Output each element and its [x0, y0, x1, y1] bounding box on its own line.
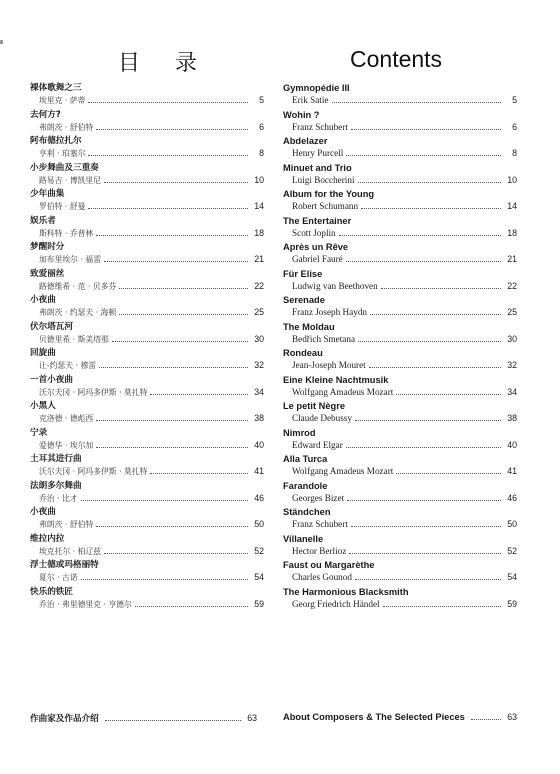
toc-entry-title: Nimrod	[283, 427, 316, 438]
toc-entry-line	[283, 200, 517, 213]
toc-entry[interactable]	[283, 294, 517, 321]
toc-page-number: 63	[247, 713, 257, 723]
toc-composer-name: Franz Schubert	[292, 519, 348, 529]
toc-page-number: 38	[254, 413, 264, 423]
toc-entry-line	[283, 306, 517, 319]
dot-leader	[346, 447, 501, 448]
toc-entry-title: 宁录	[30, 427, 48, 438]
toc-entry[interactable]	[283, 162, 517, 189]
toc-entry[interactable]	[30, 135, 264, 162]
toc-entry[interactable]	[30, 347, 264, 374]
toc-entry-line	[30, 306, 264, 319]
toc-page-number: 54	[507, 572, 517, 582]
toc-page-number: 22	[254, 280, 264, 291]
dot-leader	[471, 719, 501, 720]
toc-composer-name: Erik Satie	[292, 95, 329, 105]
dot-leader	[370, 314, 501, 315]
toc-entry-line	[30, 518, 264, 531]
toc-entry[interactable]	[283, 400, 517, 427]
toc-entry-title: 回旋曲	[30, 348, 56, 358]
toc-page-number: 59	[507, 598, 517, 609]
toc-page-number: 8	[512, 148, 517, 158]
toc-entry-title: Alla Turca	[283, 454, 328, 464]
toc-composer-name: 乔治 · 比才	[39, 493, 78, 503]
toc-page-number: 10	[507, 174, 517, 185]
dot-leader	[104, 553, 248, 554]
toc-composer-name: 沃尔夫冈 · 阿玛多伊斯 · 莫扎特	[39, 467, 148, 476]
toc-entry-line	[30, 492, 264, 505]
toc-entry[interactable]	[30, 586, 264, 613]
toc-entry-title: 法朗多尔舞曲	[30, 480, 82, 491]
contents-title-chinese: 目 录	[118, 51, 211, 76]
toc-entry-line	[30, 359, 264, 372]
toc-page-number: 32	[507, 360, 517, 370]
toc-composer-name: 埃里克 · 萨蒂	[39, 96, 86, 105]
dot-leader	[150, 394, 248, 395]
toc-page-number: 18	[507, 227, 517, 238]
toc-composer-name: 埃克托尔 · 柏辽兹	[39, 546, 102, 556]
toc-entry-title: Après un Rêve	[283, 242, 349, 252]
toc-composer-name: Jean-Joseph Mouret	[292, 360, 366, 370]
toc-entry-title: 快乐的铁匠	[30, 586, 73, 597]
toc-composer-name: 夏尔 · 古诺	[39, 573, 78, 582]
toc-entry-line	[283, 94, 517, 107]
toc-entry[interactable]	[30, 453, 264, 480]
toc-entry-line	[30, 412, 264, 425]
toc-entry-line	[283, 147, 517, 160]
toc-entry-line	[30, 333, 264, 346]
toc-entry[interactable]	[283, 533, 517, 560]
toc-entry[interactable]	[30, 427, 264, 454]
toc-entry-title: The Harmonious Blacksmith	[283, 586, 409, 597]
toc-page-number: 50	[507, 519, 517, 529]
toc-entry[interactable]	[283, 82, 517, 109]
dot-leader	[96, 235, 248, 236]
toc-entry-line	[283, 227, 517, 240]
toc-entry-line	[30, 94, 264, 107]
toc-entry-title: Minuet and Trio	[283, 162, 352, 173]
toc-entry-title: 去何方?	[30, 109, 61, 120]
dot-leader	[81, 579, 248, 580]
toc-entry-title: 作曲家及作品介绍	[30, 714, 99, 724]
toc-composer-name: 弗朗茨 · 舒伯特	[39, 520, 94, 529]
toc-composer-name: 沃尔夫冈 · 阿玛多伊斯 · 莫扎特	[39, 387, 148, 397]
toc-entry[interactable]	[30, 268, 264, 295]
toc-entry[interactable]	[283, 480, 517, 507]
toc-entry-title: Villanelle	[283, 533, 324, 544]
toc-composer-name: 弗朗茨 · 约瑟夫 · 海顿	[39, 308, 117, 317]
toc-entry[interactable]	[30, 533, 264, 560]
toc-entry-line	[283, 121, 517, 134]
toc-entry-line	[283, 439, 517, 452]
toc-page-number: 50	[254, 519, 264, 529]
toc-entry[interactable]	[283, 109, 517, 136]
toc-entry[interactable]	[30, 82, 264, 109]
toc-entry-line	[283, 492, 517, 505]
dot-leader	[96, 447, 248, 448]
toc-composer-name: Luigi Boccherini	[292, 174, 355, 185]
toc-composer-name: 路易吉 · 博凯里尼	[39, 175, 102, 185]
dot-leader	[396, 473, 501, 474]
toc-entry-line	[283, 386, 517, 399]
toc-entry-title: The Entertainer	[283, 215, 352, 226]
dot-leader	[88, 208, 248, 209]
toc-page-number: 6	[259, 121, 264, 132]
toc-page-number: 34	[254, 386, 264, 397]
toc-entry[interactable]	[30, 480, 264, 507]
toc-entry-title: Le petit Nègre	[283, 401, 345, 411]
toc-entry-title: 土耳其进行曲	[30, 454, 82, 464]
dot-leader	[355, 420, 501, 421]
dot-leader	[88, 102, 248, 103]
dot-leader	[112, 341, 248, 342]
dot-leader	[349, 553, 501, 554]
toc-entry[interactable]	[283, 135, 517, 162]
toc-entry-title: Abdelazer	[283, 136, 328, 146]
toc-page-number: 5	[512, 95, 517, 105]
toc-page-number: 10	[254, 174, 264, 185]
dot-leader	[96, 129, 248, 130]
toc-entry-title: 娱乐者	[30, 215, 56, 226]
toc-page-number: 14	[254, 201, 264, 211]
toc-page-number: 46	[507, 492, 517, 503]
contents-list-chinese	[30, 82, 264, 612]
toc-page-number: 52	[507, 545, 517, 556]
toc-entry[interactable]	[30, 215, 264, 242]
toc-page-number: 18	[254, 227, 264, 238]
toc-entry-title: Für Elise	[283, 268, 323, 279]
dot-leader	[346, 155, 501, 156]
toc-entry-title: 小夜曲	[30, 507, 56, 517]
toc-entry-line	[283, 412, 517, 425]
toc-entry-line	[30, 121, 264, 134]
toc-page-number: 52	[254, 545, 264, 556]
toc-entry[interactable]	[283, 188, 517, 215]
toc-entry[interactable]	[30, 400, 264, 427]
toc-entry-line	[283, 174, 517, 187]
toc-entry-line	[30, 253, 264, 266]
dot-leader	[381, 288, 501, 289]
toc-entry-line	[30, 280, 264, 293]
contents-title-english: Contents	[350, 46, 443, 72]
toc-page-number: 41	[507, 466, 517, 476]
toc-entry-title: 伏尔塔瓦河	[30, 321, 73, 332]
toc-page-number: 46	[254, 492, 264, 503]
toc-entry[interactable]	[30, 374, 264, 401]
toc-page-number: 30	[507, 333, 517, 344]
toc-page-number: 5	[259, 95, 264, 105]
toc-entry[interactable]	[283, 347, 517, 374]
dot-leader	[351, 129, 501, 130]
dot-leader	[104, 182, 248, 183]
toc-entry-title: Wohin ?	[283, 109, 320, 120]
dot-leader	[396, 394, 501, 395]
toc-page-number: 21	[507, 254, 517, 264]
dot-leader	[355, 579, 501, 580]
toc-page-number: 6	[512, 121, 517, 132]
toc-page-number: 14	[507, 201, 517, 211]
edge-mark	[0, 40, 3, 44]
dot-leader	[81, 500, 248, 501]
dot-leader	[119, 314, 248, 315]
toc-entry-line	[283, 545, 517, 558]
toc-entry-line	[283, 518, 517, 531]
toc-entry-line	[30, 571, 264, 584]
toc-entry[interactable]	[30, 162, 264, 189]
toc-page-number: 41	[254, 466, 264, 476]
toc-composer-name: Henry Purcell	[292, 148, 344, 158]
toc-entry-line	[30, 598, 264, 611]
toc-entry-composer-notes-chinese[interactable]	[30, 712, 257, 724]
toc-entry-title: 梦醒时分	[30, 242, 65, 252]
toc-composer-name: Edward Elgar	[292, 439, 343, 450]
toc-composer-name: 亨利 · 珀塞尔	[39, 149, 86, 158]
dot-leader	[99, 367, 248, 368]
toc-entry-line	[30, 439, 264, 452]
dot-leader	[96, 526, 248, 527]
dot-leader	[351, 526, 501, 527]
toc-entry-title: 少年曲集	[30, 189, 65, 199]
toc-composer-name: 路德维希 · 范 · 贝多芬	[39, 281, 117, 291]
toc-page-number: 63	[507, 712, 517, 722]
toc-page-number: 54	[254, 572, 264, 582]
toc-entry[interactable]	[283, 506, 517, 533]
toc-composer-name: 让-约瑟夫 · 穆雷	[39, 361, 97, 370]
toc-entry-title: Faust ou Margarèthe	[283, 560, 375, 570]
toc-entry-line	[283, 333, 517, 346]
toc-entry-title: Rondeau	[283, 348, 323, 358]
toc-entry[interactable]	[30, 241, 264, 268]
toc-composer-name: Claude Debussy	[292, 413, 352, 423]
toc-page-number: 30	[254, 333, 264, 344]
toc-entry[interactable]	[30, 506, 264, 533]
toc-entry-title: Serenade	[283, 295, 325, 305]
toc-entry-line	[283, 598, 517, 611]
dot-leader	[105, 720, 241, 721]
toc-page-number: 40	[254, 439, 264, 450]
toc-entry[interactable]	[283, 427, 517, 454]
toc-composer-name: 加布里埃尔 · 福雷	[39, 255, 102, 264]
toc-composer-name: Wolfgang Amadeus Mozart	[292, 386, 394, 397]
dot-leader	[332, 102, 502, 103]
toc-entry-title: 浮士德或玛格丽特	[30, 560, 99, 570]
toc-entry-title: 小黑人	[30, 401, 56, 411]
dot-leader	[119, 288, 248, 289]
toc-entry-title: Gymnopédie III	[283, 83, 350, 93]
toc-entry[interactable]	[283, 268, 517, 295]
toc-composer-name: Charles Gounod	[292, 572, 352, 582]
dot-leader	[347, 500, 501, 501]
toc-entry[interactable]	[30, 559, 264, 586]
toc-entry-line	[283, 465, 517, 478]
toc-composer-name: Gabriel Fauré	[292, 254, 343, 264]
toc-composer-name: 罗伯特 · 舒曼	[39, 202, 86, 211]
toc-composer-name: Franz Schubert	[292, 121, 348, 132]
toc-entry-title: 小夜曲	[30, 295, 56, 305]
toc-page-number: 38	[507, 413, 517, 423]
toc-composer-name: Hector Berlioz	[292, 545, 347, 556]
toc-entry[interactable]	[283, 241, 517, 268]
toc-page-number: 40	[507, 439, 517, 450]
toc-composer-name: Scott Joplin	[292, 227, 336, 238]
toc-entry[interactable]	[30, 109, 264, 136]
dot-leader	[358, 341, 501, 342]
dot-leader	[104, 261, 248, 262]
toc-composer-name: Ludwig van Beethoven	[292, 280, 378, 291]
toc-entry-composer-notes-english[interactable]	[283, 712, 517, 723]
toc-page-number: 21	[254, 254, 264, 264]
dot-leader	[346, 261, 501, 262]
toc-composer-name: 克洛德 · 德彪西	[39, 414, 94, 423]
toc-composer-name: 爱德华 · 埃尔加	[39, 440, 94, 450]
toc-entry-line	[283, 359, 517, 372]
toc-entry[interactable]	[283, 586, 517, 613]
toc-page-number: 59	[254, 598, 264, 609]
toc-composer-name: 弗朗茨 · 舒伯特	[39, 122, 94, 132]
toc-entry-title: Album for the Young	[283, 189, 375, 199]
toc-entry-title: The Moldau	[283, 321, 335, 332]
toc-page-number: 25	[507, 307, 517, 317]
dot-leader	[88, 155, 248, 156]
toc-entry-line	[30, 200, 264, 213]
toc-page-number: 32	[254, 360, 264, 370]
toc-entry[interactable]	[283, 453, 517, 480]
toc-entry[interactable]	[283, 374, 517, 401]
toc-composer-name: Georges Bizet	[292, 492, 345, 503]
contents-list-english	[283, 82, 517, 612]
toc-entry-line	[30, 147, 264, 160]
toc-entry[interactable]	[283, 215, 517, 242]
toc-entry-title: 裸体歌舞之三	[30, 83, 82, 93]
toc-entry[interactable]	[283, 559, 517, 586]
toc-entry[interactable]	[30, 188, 264, 215]
dot-leader	[361, 208, 501, 209]
dot-leader	[135, 606, 248, 607]
toc-composer-name: Franz Joseph Haydn	[292, 307, 368, 317]
toc-page-number: 8	[259, 148, 264, 158]
dot-leader	[339, 235, 501, 236]
toc-entry[interactable]	[283, 321, 517, 348]
dot-leader	[383, 606, 501, 607]
toc-entry-title: 致爱丽丝	[30, 268, 65, 279]
toc-page-number: 25	[254, 307, 264, 317]
toc-entry-title: Ständchen	[283, 507, 331, 517]
toc-entry-line	[283, 571, 517, 584]
toc-entry-title: 维拉内拉	[30, 533, 65, 544]
toc-composer-name: Bedřich Smetana	[292, 333, 356, 344]
toc-composer-name: 乔治 · 弗里德里克 · 亨德尔	[39, 599, 132, 609]
toc-composer-name: Georg Friedrich Händel	[292, 598, 380, 609]
toc-entry-line	[30, 465, 264, 478]
toc-entry-line	[30, 386, 264, 399]
toc-entry-line	[283, 253, 517, 266]
toc-entry-line	[30, 174, 264, 187]
toc-composer-name: 贝德里希 · 斯美塔那	[39, 334, 109, 344]
toc-entry-title: 小步舞曲及三重奏	[30, 162, 99, 173]
toc-entry-title: Eine Kleine Nachtmusik	[283, 374, 389, 385]
toc-entry-line	[283, 280, 517, 293]
dot-leader	[369, 367, 501, 368]
toc-page-number: 34	[507, 386, 517, 397]
toc-composer-name: 斯科特 · 乔普林	[39, 228, 94, 238]
toc-entry[interactable]	[30, 321, 264, 348]
toc-entry-line	[30, 545, 264, 558]
toc-entry-title: Farandole	[283, 480, 328, 491]
toc-composer-name: Robert Schumann	[292, 201, 359, 211]
toc-entry-title: 阿布德拉扎尔	[30, 136, 82, 146]
dot-leader	[150, 473, 248, 474]
toc-page-number: 22	[507, 280, 517, 291]
toc-entry-title: 一首小夜曲	[30, 374, 73, 385]
toc-composer-name: Wolfgang Amadeus Mozart	[292, 466, 394, 476]
dot-leader	[358, 182, 501, 183]
toc-entry[interactable]	[30, 294, 264, 321]
dot-leader	[96, 420, 248, 421]
toc-entry-title: About Composers & The Selected Pieces	[283, 712, 465, 722]
toc-entry-line	[30, 227, 264, 240]
